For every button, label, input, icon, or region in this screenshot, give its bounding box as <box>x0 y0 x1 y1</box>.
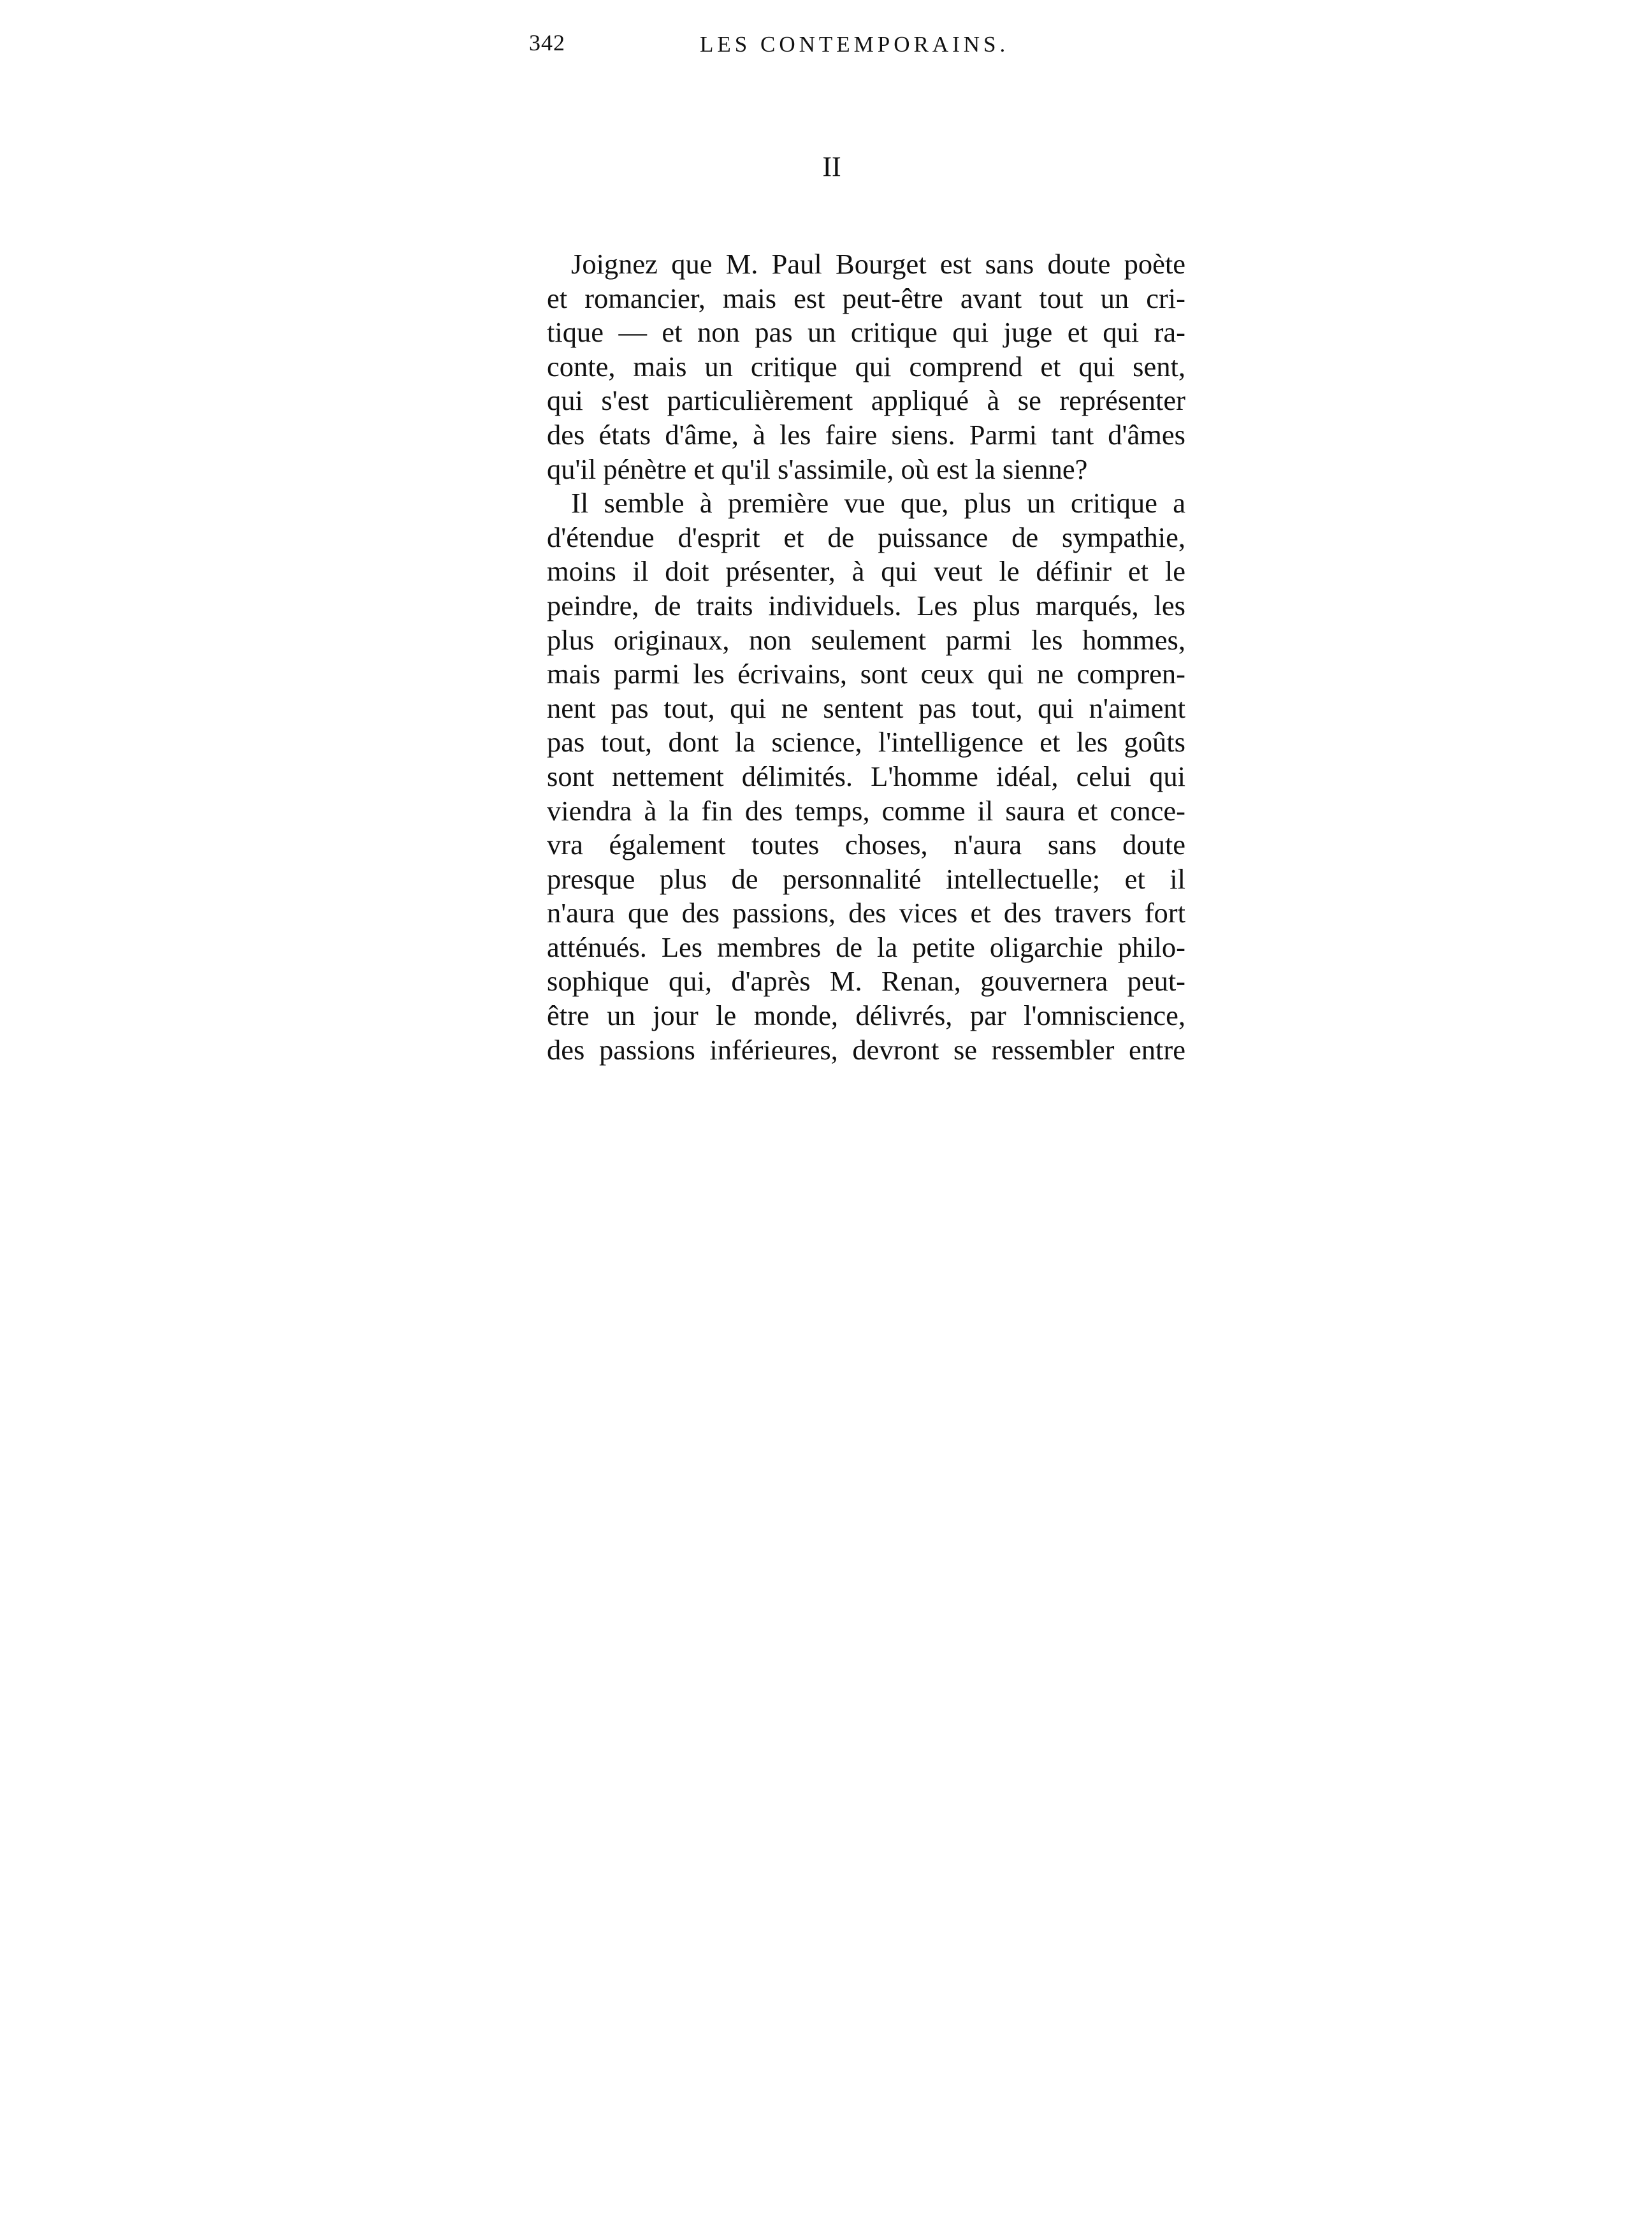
paragraph-line: plus originaux, non seulement parmi les hommes, <box>547 623 1185 656</box>
paragraph-line: pas tout, dont la science, l'intelligence et les goûts <box>547 726 1185 759</box>
paragraph-line: mais parmi les écrivains, sont ceux qui ne compren- <box>547 658 1185 690</box>
paragraph-line: des passions inférieures, devront se ressembler entre <box>547 1033 1185 1066</box>
paragraph-line: des états d'âme, à les faire siens. Parmi tant d'âmes <box>547 418 1185 451</box>
paragraph-line: conte, mais un critique qui comprend et qui sent, <box>547 350 1185 382</box>
page-number: 342 <box>529 30 565 55</box>
paragraph-line: être un jour le monde, délivrés, par l'omniscience, <box>547 999 1185 1032</box>
section-numeral: II <box>822 151 841 182</box>
paragraph-line: d'étendue d'esprit et de puissance de sympathie, <box>547 521 1185 553</box>
paragraph-line: sont nettement délimités. L'homme idéal, celui qui <box>547 760 1185 792</box>
paragraph-line: qu'il pénètre et qu'il s'assimile, où est la sienne? <box>547 453 1088 485</box>
paragraph-line: sophique qui, d'après M. Renan, gouvernera peut- <box>547 965 1185 998</box>
paragraph-line: presque plus de personnalité intellectuelle; et il <box>547 862 1185 895</box>
paragraph-line: et romancier, mais est peut-être avant tout un cri- <box>547 282 1185 314</box>
paragraph-line: n'aura que des passions, des vices et des travers fort <box>547 897 1185 929</box>
paragraph-line: atténués. Les membres de la petite oligarchie philo- <box>547 931 1185 963</box>
running-head <box>529 29 1010 68</box>
paragraph-line: nent pas tout, qui ne sentent pas tout, qui n'aiment <box>547 692 1185 724</box>
paragraph-line: qui s'est particulièrement appliqué à se représenter <box>547 384 1185 417</box>
paragraph-line: Joignez que M. Paul Bourget est sans doute poète <box>571 248 1185 280</box>
body-text <box>547 247 1185 1067</box>
paragraph-line: viendra à la fin des temps, comme il saura et conce- <box>547 794 1185 827</box>
paragraph-line: tique — et non pas un critique qui juge et qui ra- <box>547 316 1185 349</box>
paragraph-line: vra également toutes choses, n'aura sans doute <box>547 829 1185 861</box>
paragraph-line: Il semble à première vue que, plus un critique a <box>571 487 1185 519</box>
paragraph-line: moins il doit présenter, à qui veut le définir et le <box>547 555 1185 588</box>
running-title: LES CONTEMPORAINS. <box>700 32 1010 57</box>
paragraph-line: peindre, de traits individuels. Les plus marqués, les <box>547 589 1185 621</box>
